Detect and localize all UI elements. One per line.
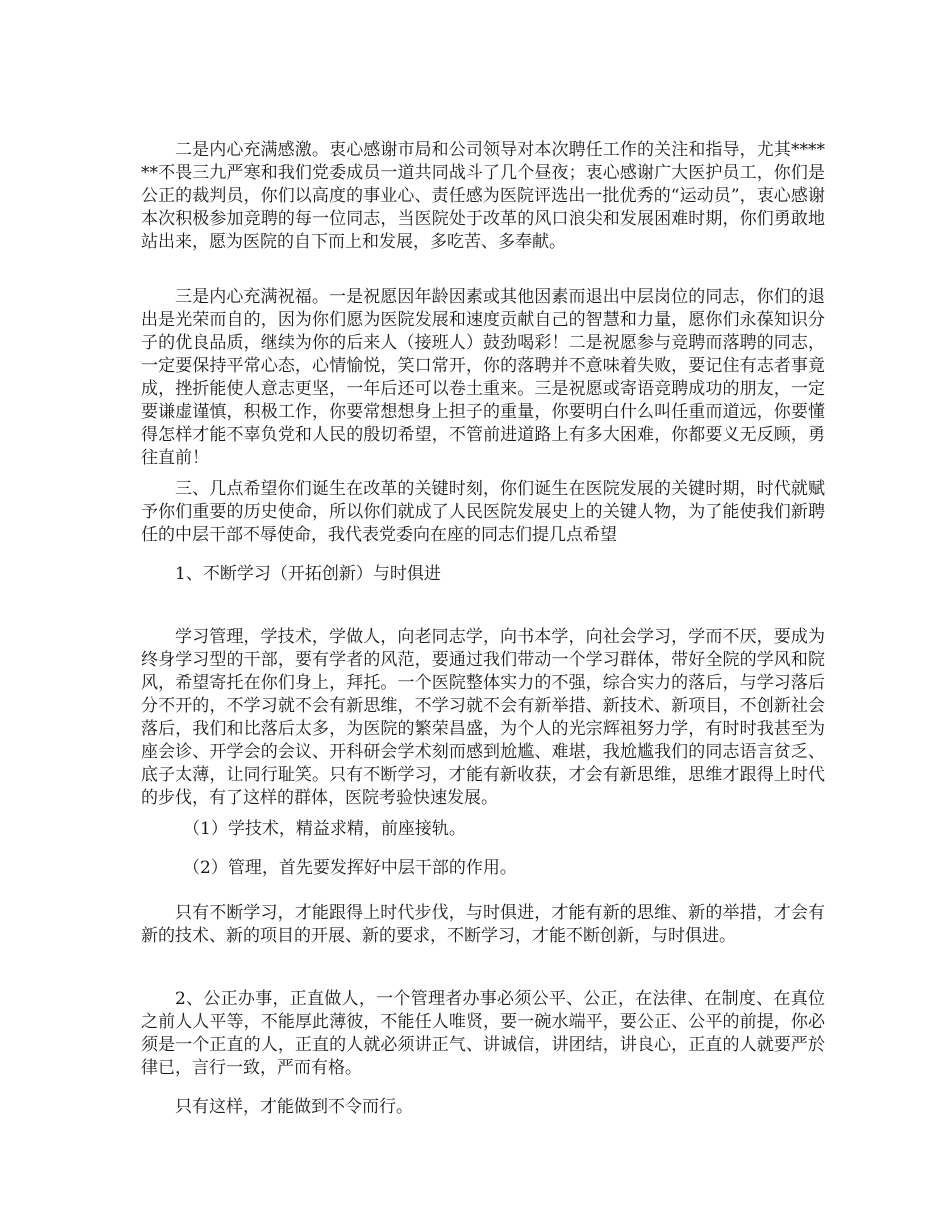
paragraph-gratitude: 二是内心充满感激。衷心感谢市局和公司领导对本次聘任工作的关注和指导，尤其******不畏三九严寒和我们党委成员一道共同战斗了几个昼夜；衷心感谢广大医护员工，你们是公正的裁判员，你们以高度的事业心、责任感为医院评选出一批优秀的“运动员”，衷心感谢本次积极参加竞聘的每一位同志，当医院处于改革的风口浪尖和发展困难时期，你们勇敢地站出来，愿为医院的自下而上和发展，多吃苦、多奉献。 [141,140,825,252]
paragraph-blessing: 三是内心充满祝福。一是祝愿因年龄因素或其他因素而退出中层岗位的同志，你们的退出是光荣而自的，因为你们愿为医院发展和速度贡献自己的智慧和力量，愿你们永葆知识分子的优良品质，继续为你的后来人（接班人）鼓劲喝彩！二是祝愿参与竞聘而落聘的同志，一定要保持平常心态，心情愉悦，笑口常开，你的落聘并不意味着失败，要记住有志者事竟成，挫折能使人意志更坚，一年后还可以卷土重来。三是祝愿或寄语竞聘成功的朋友，一定要谦虚谨慎，积极工作，你要常想想身上担子的重量，你要明白什么叫任重而道远，你要懂得怎样才能不辜负党和人民的殷切希望，不管前进道路上有多大困难，你都要义无反顾，勇往直前！ [141,287,825,468]
section-heading-learning: 1、不断学习（开拓创新）与时俱进 [175,564,441,584]
paragraph-keep-learning: 只有不断学习，才能跟得上时代步伐，与时俱进，才能有新的思维、新的举措，才会有新的技术、新的项目的开展、新的要求，不断学习，才能不断创新，与时俱进。 [141,903,825,946]
paragraph-learning: 学习管理，学技术，学做人，向老同志学，向书本学，向社会学习，学而不厌，要成为终身学习型的干部，要有学者的风范，要通过我们带动一个学习群体，带好全院的学风和院风，希望寄托在你们身上，拜托。一个医院整体实力的不强，综合实力的落后，与学习落后分不开的，不学习就不会有新思维，不学习就不会有新举措、新技术、新项目，不创新社会落后，我们和比落后太多，为医院的繁荣昌盛，为个人的光宗辉祖努力学，有时时我甚至为座会诊、开学会的会议、开科研会学术刻而感到尬尴、难堪，我尬尴我们的同志语言贫乏、底子太薄，让同行耻笑。只有不断学习，才能有新收获，才会有新思维，思维才跟得上时代的步伐，有了这样的群体，医院考验快速发展。 [141,627,825,808]
paragraph-conclusion: 只有这样，才能做到不令而行。 [175,1097,413,1117]
list-item-management: （2）管理，首先要发挥好中层干部的作用。 [183,858,517,878]
paragraph-fairness: 2、公正办事，正直做人，一个管理者办事必须公平、公正，在法律、在制度、在真位之前人人平等，不能厚此薄彼，不能任人唯贤，要一碗水端平，要公正、公平的前提，你必须是一个正直的人，正直的人就必须讲正气、讲诚信，讲团结，讲良心，正直的人就要严於律已，言行一致，严而有格。 [141,989,825,1078]
list-item-technique: （1）学技术，精益求精，前座接轨。 [183,819,466,839]
paragraph-hopes: 三、几点希望你们诞生在改革的关键时刻，你们诞生在医院发展的关键时期，时代就赋予你们重要的历史使命，所以你们就成了人民医院发展史上的关键人物，为了能使我们新聘任的中层干部不辱使命，我代表党委向在座的同志们提几点希望 [141,479,825,545]
